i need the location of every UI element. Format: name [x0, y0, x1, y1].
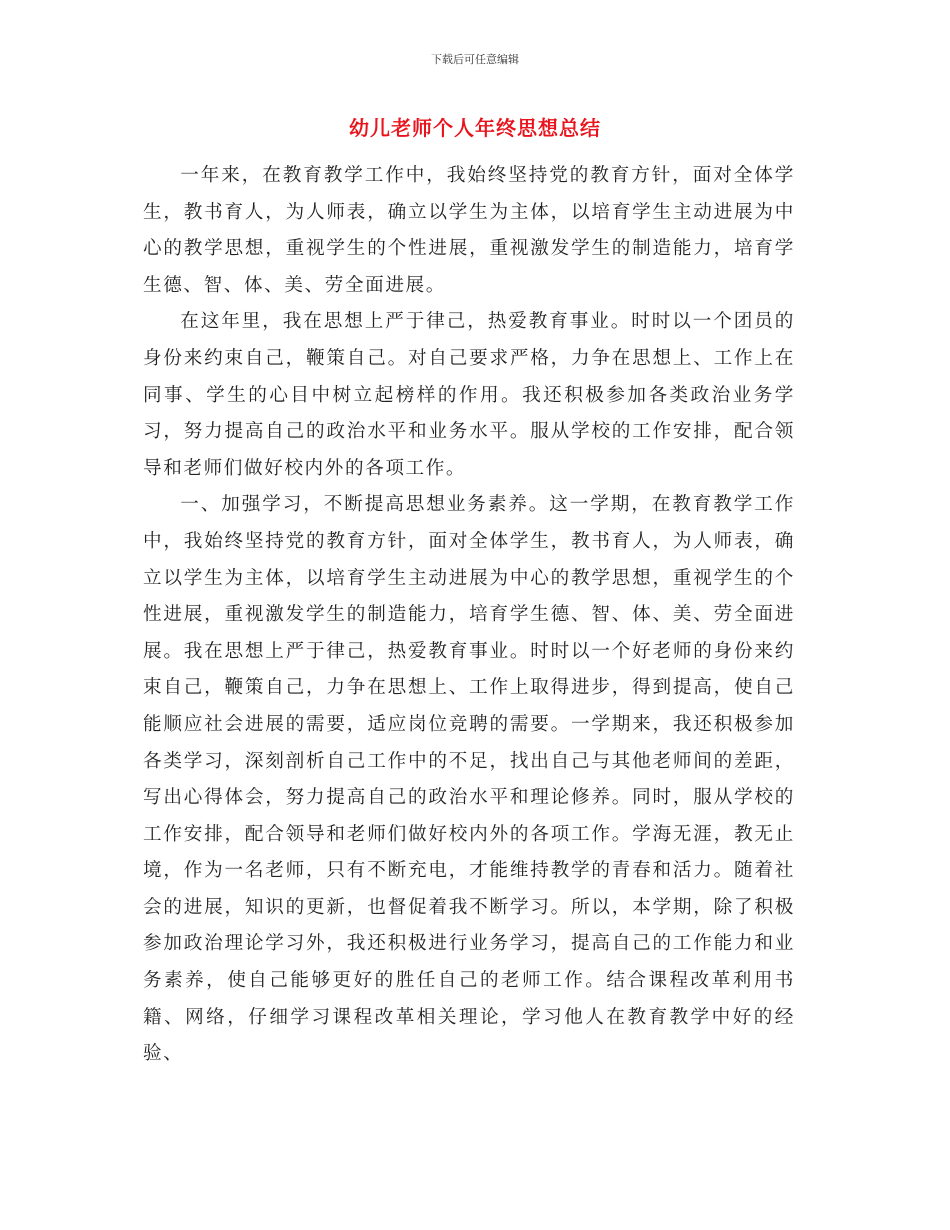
- paragraph: 一、加强学习，不断提高思想业务素养。这一学期，在教育教学工作中，我始终坚持党的教育方针，面对全体学生，教书育人，为人师表，确立以学生为主体，以培育学生主动进展为中心的教学思想，重视学生的个性进展，重视激发学生的制造能力，培育学生德、智、体、美、劳全面进展。我在思想上严于律己，热爱教育事业。时时以一个好老师的身份来约束自己，鞭策自己，力争在思想上、工作上取得进步，得到提高，使自己能顺应社会进展的需要，适应岗位竞聘的需要。一学期来，我还积极参加各类学习，深刻剖析自己工作中的不足，找出自己与其他老师间的差距，写出心得体会，努力提高自己的政治水平和理论修养。同时，服从学校的工作安排，配合领导和老师们做好校内外的各项工作。学海无涯，教无止境，作为一名老师，只有不断充电，才能维持教学的青春和活力。随着社会的进展，知识的更新，也督促着我不断学习。所以，本学期，除了积极参加政治理论学习外，我还积极进行业务学习，提高自己的工作能力和业务素养，使自己能够更好的胜任自己的老师工作。结合课程改革利用书籍、网络，仔细学习课程改革相关理论，学习他人在教育教学中好的经验、: [143, 494, 795, 1065]
- paragraph: 一年来，在教育教学工作中，我始终坚持党的教育方针，面对全体学生，教书育人，为人师表，确立以学生为主体，以培育学生主动进展为中心的教学思想，重视学生的个性进展，重视激发学生的制造能力，培育学生德、智、体、美、劳全面进展。: [143, 165, 795, 296]
- header-note: 下载后可任意编辑: [431, 53, 519, 66]
- paragraph: 在这年里，我在思想上严于律己，热爱教育事业。时时以一个团员的身份来约束自己，鞭策自己。对自己要求严格，力争在思想上、工作上在同事、学生的心目中树立起榜样的作用。我还积极参加各类政治业务学习，努力提高自己的政治水平和业务水平。服从学校的工作安排，配合领导和老师们做好校内外的各项工作。: [143, 311, 795, 479]
- document-body: [143, 158, 795, 1073]
- document-title: 幼儿老师个人年终思想总结: [349, 116, 601, 140]
